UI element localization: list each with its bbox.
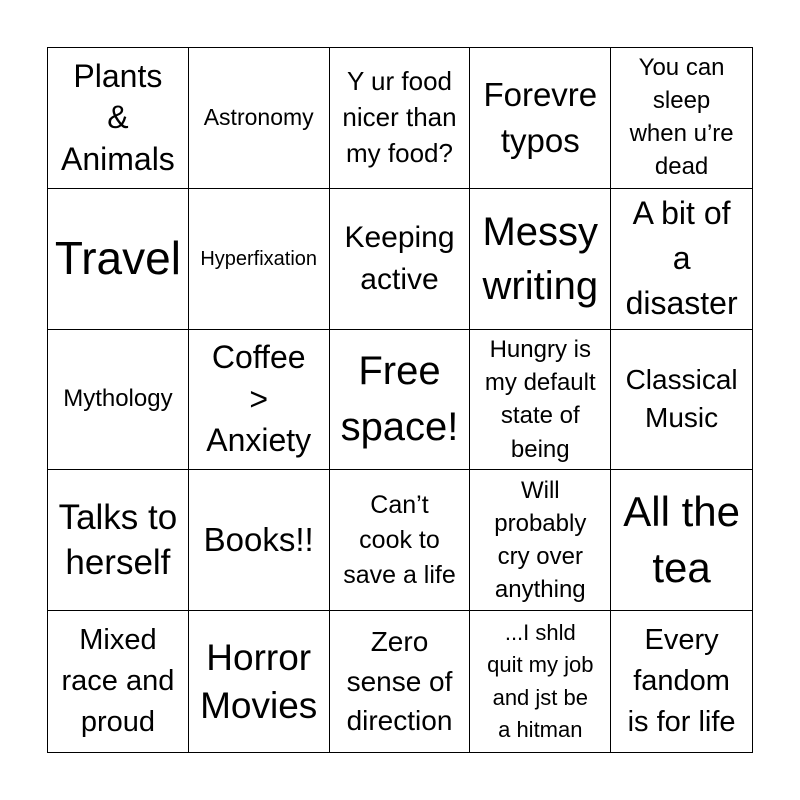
bingo-cell-r5c1[interactable] [48,611,189,752]
cell-text: You can sleep when u’re dead [629,54,734,180]
bingo-cell-r5c5[interactable] [611,611,752,752]
cell-text: Horror Movies [200,636,318,726]
cell-text: Keeping active [344,221,455,296]
cell-text: ...I shld quit my job and jst be a hitman [487,619,594,743]
cell-text: Forevre typos [483,76,598,159]
bingo-cell-r1c1[interactable] [48,48,189,189]
bingo-cell-r4c2[interactable] [189,470,330,611]
bingo-cell-r5c3[interactable] [330,611,471,752]
bingo-cell-r3c3[interactable] [330,330,471,471]
cell-text: Zero sense of direction [346,625,453,737]
bingo-cell-r5c2[interactable] [189,611,330,752]
cell-text: Can’t cook to save a life [343,490,456,589]
cell-text: Hungry is my default state of being [484,336,596,463]
bingo-cell-r2c3[interactable] [330,189,471,330]
cell-text: Talks to herself [58,497,178,583]
cell-text: Travel [54,232,181,285]
bingo-cell-r3c1[interactable] [48,330,189,471]
cell-text: Classical Music [625,363,738,434]
bingo-cell-r4c3[interactable] [330,470,471,611]
cell-text: Hyperfixation [200,247,318,270]
cell-text: Mixed race and proud [61,623,175,739]
bingo-cell-r1c3[interactable] [330,48,471,189]
cell-text: Will probably cry over anything [494,477,587,604]
bingo-cell-r1c2[interactable] [189,48,330,189]
bingo-cell-r1c4[interactable] [470,48,611,189]
cell-text: Mythology [63,385,173,413]
cell-text: A bit of a disaster [625,194,738,322]
cell-text: Every fandom is for life [627,623,736,739]
bingo-cell-r1c5[interactable] [611,48,752,189]
bingo-cell-r4c5[interactable] [611,470,752,611]
cell-text: Y ur food nicer than my food? [342,66,457,168]
cell-text: Astronomy [203,104,314,131]
cell-text: Coffee > Anxiety [206,339,312,459]
bingo-cell-r2c2[interactable] [189,189,330,330]
bingo-board [47,47,753,753]
bingo-cell-r4c1[interactable] [48,470,189,611]
cell-text: All the tea [623,487,740,592]
bingo-cell-r5c4[interactable] [470,611,611,752]
bingo-cell-r3c5[interactable] [611,330,752,471]
bingo-cell-r4c4[interactable] [470,470,611,611]
cell-text: Free space! [340,349,459,450]
cell-text: Books!! [203,520,314,558]
cell-text: Plants & Animals [60,57,175,177]
cell-text: Messy writing [482,209,599,308]
bingo-cell-r2c5[interactable] [611,189,752,330]
bingo-cell-r2c4[interactable] [470,189,611,330]
bingo-cell-r3c2[interactable] [189,330,330,471]
bingo-cell-r2c1[interactable] [48,189,189,330]
bingo-cell-r3c4[interactable] [470,330,611,471]
